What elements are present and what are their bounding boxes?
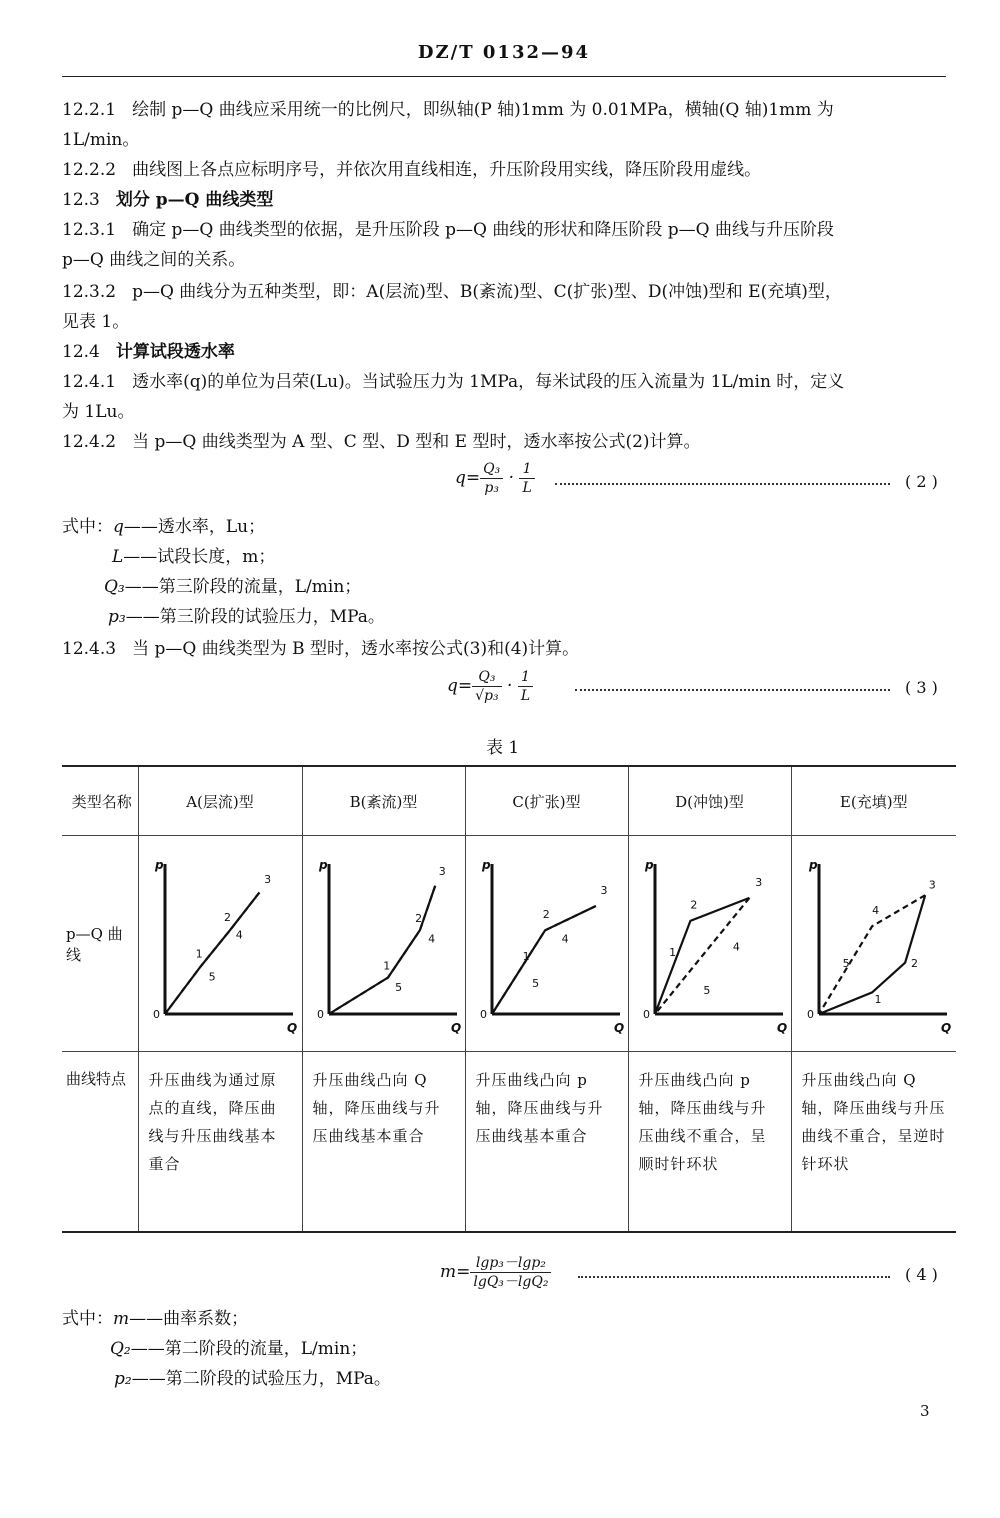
table-header-row — [62, 766, 956, 836]
feature-text: 升压曲线凸向 p 轴，降压曲线与升压曲线不重合，呈顺时针环状 — [628, 1052, 791, 1233]
symbol-description: ——第二阶段的试验压力，MPa。 — [131, 1369, 391, 1389]
symbol-description: ——第二阶段的流量，L/min； — [130, 1339, 368, 1359]
symbol: Q₃ — [104, 577, 125, 597]
numerator: 1 — [518, 668, 533, 687]
origin-label: 0 — [806, 1007, 814, 1021]
point-label: 5 — [394, 980, 402, 994]
row-header: 曲线特点 — [62, 1052, 138, 1233]
clause-heading: 计算试段透水率 — [115, 342, 235, 362]
p-axis-label: p — [318, 857, 328, 872]
feature-text: 升压曲线凸向 Q 轴，降压曲线与升压曲线基本重合 — [302, 1052, 465, 1233]
q-axis-label: Q — [940, 1020, 951, 1035]
p-axis-label: p — [155, 857, 164, 872]
point-label: 3 — [754, 875, 762, 889]
type-name: A(层流)型 — [138, 766, 302, 836]
fraction — [472, 668, 502, 705]
symbol: p₂ — [114, 1369, 132, 1389]
row-header: 类型名称 — [62, 766, 138, 836]
type-name: C(扩张)型 — [465, 766, 628, 836]
formula-2 — [455, 460, 535, 497]
increasing-pressure-curve — [329, 885, 435, 1013]
numerator: Q₃ — [480, 460, 503, 479]
decreasing-pressure-curve — [492, 906, 596, 1014]
formula-4 — [440, 1254, 551, 1291]
point-label: 2 — [414, 911, 422, 925]
symbol-description: ——第三阶段的试验压力，MPa。 — [125, 607, 385, 627]
point-label: 4 — [427, 931, 435, 945]
formula-lhs: q= — [447, 676, 473, 696]
fraction — [518, 668, 533, 705]
type-name: E(充填)型 — [791, 766, 956, 836]
numerator: Q₃ — [472, 668, 502, 687]
point-label: 1 — [522, 949, 530, 963]
where-label-line — [62, 512, 265, 542]
where-label: 式中： — [62, 1309, 113, 1329]
row-header: p—Q 曲线 — [62, 836, 138, 1052]
clause-12-4-3 — [62, 634, 946, 664]
where-label-line — [62, 1304, 248, 1334]
clause-text: 当 p—Q 曲线类型为 B 型时，透水率按公式(3)和(4)计算。 — [132, 639, 580, 659]
clause-text: 绘制 p—Q 曲线应采用统一的比例尺，即纵轴(P 轴)1mm 为 0.01MPa，横轴(Q 轴)1mm 为 — [132, 100, 834, 120]
decreasing-pressure-curve — [329, 885, 435, 1013]
equation-number: ( 3 ) — [905, 678, 938, 697]
p-axis-label: p — [644, 857, 654, 872]
symbol-description: ——曲率系数； — [129, 1309, 249, 1329]
clause-12-2-1-cont: 1L/min。 — [62, 130, 140, 150]
point-label: 4 — [732, 940, 740, 954]
pq-curve-e — [799, 849, 949, 1039]
point-label: 3 — [928, 877, 936, 891]
point-label: 3 — [600, 883, 608, 897]
leader-dots — [555, 483, 890, 485]
clause-12-3-1 — [62, 215, 946, 245]
times-dot: · — [508, 468, 515, 488]
fraction — [519, 460, 534, 497]
point-label: 1 — [668, 945, 676, 959]
equation-number: ( 4 ) — [905, 1265, 938, 1284]
denominator: lgQ₃－lgQ₂ — [473, 1274, 549, 1290]
feature-text: 升压曲线凸向 Q 轴，降压曲线与升压曲线不重合，呈逆时针环状 — [791, 1052, 956, 1233]
symbol: p₃ — [108, 607, 126, 627]
equation-number: ( 2 ) — [905, 472, 938, 491]
symbol-description: ——透水率，Lu； — [123, 517, 266, 537]
symbol: q — [113, 517, 124, 537]
symbol: m — [113, 1309, 130, 1329]
leader-dots — [578, 1276, 890, 1278]
plot-cell — [138, 836, 302, 1052]
point-label: 1 — [382, 958, 390, 972]
clause-12-2-2 — [62, 155, 946, 185]
point-label: 3 — [264, 872, 272, 886]
denominator: L — [520, 688, 531, 704]
point-label: 2 — [910, 956, 918, 970]
pq-curve-b — [309, 849, 459, 1039]
leader-dots — [575, 689, 890, 691]
q-axis-label: Q — [450, 1020, 461, 1035]
p-axis-label: p — [481, 857, 491, 872]
origin-label: 0 — [153, 1007, 160, 1021]
point-label: 5 — [531, 976, 539, 990]
origin-label: 0 — [316, 1007, 324, 1021]
clause-12-3-2 — [62, 277, 946, 307]
numerator: lgp₃－lgp₂ — [470, 1254, 551, 1273]
denominator: p₃ — [484, 480, 499, 496]
clause-12-4 — [62, 337, 946, 367]
clause-heading: 划分 p—Q 曲线类型 — [115, 190, 274, 210]
clause-12-3 — [62, 185, 946, 215]
symbol: L — [112, 547, 124, 567]
clause-12-3-2-cont: 见表 1。 — [62, 312, 130, 332]
formula-3 — [447, 668, 533, 705]
clause-number: 12.4 — [62, 342, 100, 362]
denominator: L — [522, 480, 532, 496]
where-item — [108, 602, 385, 632]
formula-lhs: q= — [455, 468, 481, 488]
point-label: 2 — [542, 907, 550, 921]
point-label: 5 — [208, 969, 216, 983]
feature-text: 升压曲线为通过原点的直线，降压曲线与升压曲线基本重合 — [138, 1052, 302, 1233]
clause-number: 12.3 — [62, 190, 100, 210]
pq-curve-d — [635, 849, 785, 1039]
point-label: 4 — [871, 903, 879, 917]
clause-number: 12.3.2 — [62, 282, 117, 302]
symbol: Q₂ — [110, 1339, 131, 1359]
point-label: 4 — [561, 931, 569, 945]
where-item — [114, 1364, 391, 1394]
where-item — [104, 572, 361, 602]
p-axis-label: p — [808, 857, 818, 872]
type-name: D(冲蚀)型 — [628, 766, 791, 836]
origin-label: 0 — [479, 1007, 487, 1021]
fraction — [480, 460, 503, 497]
clause-text: 当 p—Q 曲线类型为 A 型、C 型、D 型和 E 型时，透水率按公式(2)计算。 — [132, 432, 701, 452]
clause-text: p—Q 曲线分为五种类型，即：A(层流)型、B(紊流)型、C(扩张)型、D(冲蚀)型和 E(充填)型， — [132, 282, 842, 302]
clause-12-4-1 — [62, 367, 946, 397]
pq-curve-a — [145, 849, 298, 1039]
clause-12-4-1-cont: 为 1Lu。 — [62, 402, 135, 422]
plot-cell — [302, 836, 465, 1052]
clause-number: 12.4.3 — [62, 639, 117, 659]
point-label: 1 — [195, 946, 203, 960]
point-label: 5 — [702, 983, 710, 997]
numerator: 1 — [519, 460, 534, 479]
table-title: 表 1 — [486, 738, 520, 758]
symbol-description: ——试段长度，m； — [123, 547, 276, 567]
plot-cell — [628, 836, 791, 1052]
q-axis-label: Q — [287, 1020, 298, 1035]
page-header: DZ/T 0132—94 — [417, 42, 591, 63]
fraction — [470, 1254, 551, 1291]
point-label: 3 — [438, 864, 446, 878]
table-1 — [62, 765, 956, 1233]
feature-text: 升压曲线凸向 p 轴，降压曲线与升压曲线基本重合 — [465, 1052, 628, 1233]
clause-text: 确定 p—Q 曲线类型的依据，是升压阶段 p—Q 曲线的形状和降压阶段 p—Q 曲线与升压阶段 — [132, 220, 834, 240]
point-label: 4 — [235, 927, 243, 941]
denominator: √p₃ — [475, 688, 499, 704]
clause-12-2-1 — [62, 95, 946, 125]
symbol-description: ——第三阶段的流量，L/min； — [124, 577, 362, 597]
point-label: 5 — [842, 956, 850, 970]
table-feature-row — [62, 1052, 956, 1233]
clause-text: 曲线图上各点应标明序号，并依次用直线相连，升压阶段用实线，降压阶段用虚线。 — [132, 160, 762, 180]
clause-12-4-2 — [62, 427, 946, 457]
page-number: 3 — [920, 1402, 930, 1420]
times-dot: · — [507, 676, 513, 696]
clause-number: 12.4.1 — [62, 372, 117, 392]
origin-label: 0 — [642, 1007, 650, 1021]
clause-text: 透水率(q)的单位为吕荣(Lu)。当试验压力为 1MPa，每米试段的压入流量为 1L/min 时，定义 — [132, 372, 845, 392]
point-label: 2 — [689, 898, 697, 912]
q-axis-label: Q — [613, 1020, 624, 1035]
pq-curve-c — [472, 849, 622, 1039]
where-label: 式中： — [62, 517, 113, 537]
plot-cell — [465, 836, 628, 1052]
plot-cell — [791, 836, 956, 1052]
point-label: 1 — [874, 992, 882, 1006]
where-item — [112, 542, 275, 572]
type-name: B(紊流)型 — [302, 766, 465, 836]
header-rule — [62, 76, 946, 77]
point-label: 2 — [224, 910, 231, 924]
clause-number: 12.3.1 — [62, 220, 117, 240]
clause-number: 12.2.2 — [62, 160, 117, 180]
clause-number: 12.4.2 — [62, 432, 117, 452]
clause-12-3-1-cont: p—Q 曲线之间的关系。 — [62, 250, 246, 270]
table-curve-row — [62, 836, 956, 1052]
increasing-pressure-curve — [492, 906, 596, 1014]
where-item — [110, 1334, 367, 1364]
formula-lhs: m= — [440, 1262, 471, 1282]
q-axis-label: Q — [776, 1020, 787, 1035]
clause-number: 12.2.1 — [62, 100, 117, 120]
